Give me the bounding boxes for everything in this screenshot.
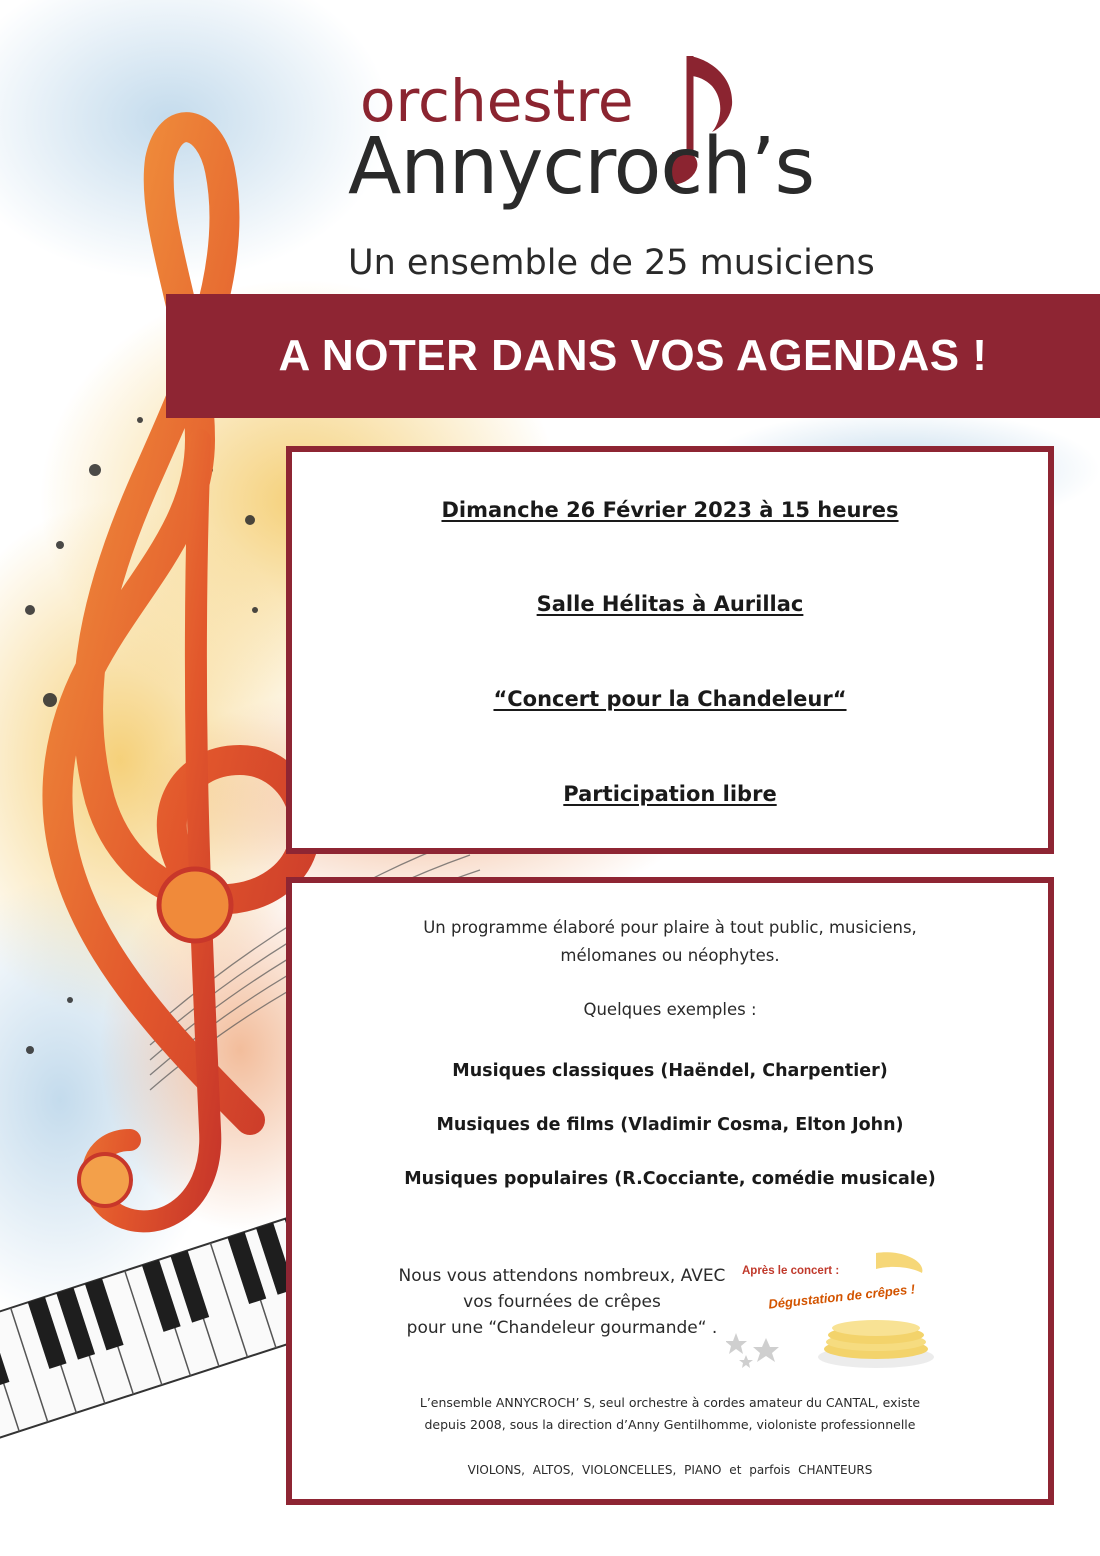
crepes-badge [726,1243,956,1373]
crepes-title: Dégustation de crêpes ! [767,1281,916,1312]
instruments-list: VIOLONS, ALTOS, VIOLONCELLES, PIANO et parfois CHANTEURS [467,1463,873,1477]
event-date: Dimanche 26 Février 2023 à 15 heures [441,498,899,522]
logo-annycrochs-text: Annycroch’s [348,122,815,212]
program-intro-line1: Un programme élaboré pour plaire à tout public, musiciens, [423,918,917,937]
tagline: Un ensemble de 25 musiciens [348,243,875,283]
invitation-text [392,1263,732,1341]
invitation-line3: pour une “Chandeleur gourmande“ . [406,1318,718,1338]
about-line1: L’ensemble ANNYCROCH’ S, seul orchestre à cordes amateur du CANTAL, existe [419,1395,921,1410]
crepes-label: Après le concert : [742,1265,840,1277]
event-price: Participation libre [563,782,777,806]
genre-films: Musiques de films (Vladimir Cosma, Elton John) [436,1115,904,1135]
examples-label: Quelques exemples : [583,1000,757,1019]
event-venue: Salle Hélitas à Aurillac [536,592,804,616]
crepes-illustration [726,1243,956,1373]
about-line2: depuis 2008, sous la direction d’Anny Gentilhomme, violoniste professionnelle [424,1417,916,1432]
genre-popular: Musiques populaires (R.Cocciante, comédie musicale) [404,1169,936,1189]
program-box [286,877,1054,1505]
event-details-box [286,446,1054,854]
invitation-line1: Nous vous attendons nombreux, AVEC [398,1266,726,1286]
logo-orchestre-text: orchestre [360,67,634,135]
agenda-banner [166,294,1100,418]
event-title: “Concert pour la Chandeleur“ [493,687,847,711]
program-intro-line2: mélomanes ou néophytes. [560,946,780,965]
invitation-line2: vos fournées de crêpes [463,1292,661,1312]
banner-title: A NOTER DANS VOS AGENDAS ! [278,331,988,380]
genre-classical: Musiques classiques (Haëndel, Charpentier) [452,1061,888,1081]
